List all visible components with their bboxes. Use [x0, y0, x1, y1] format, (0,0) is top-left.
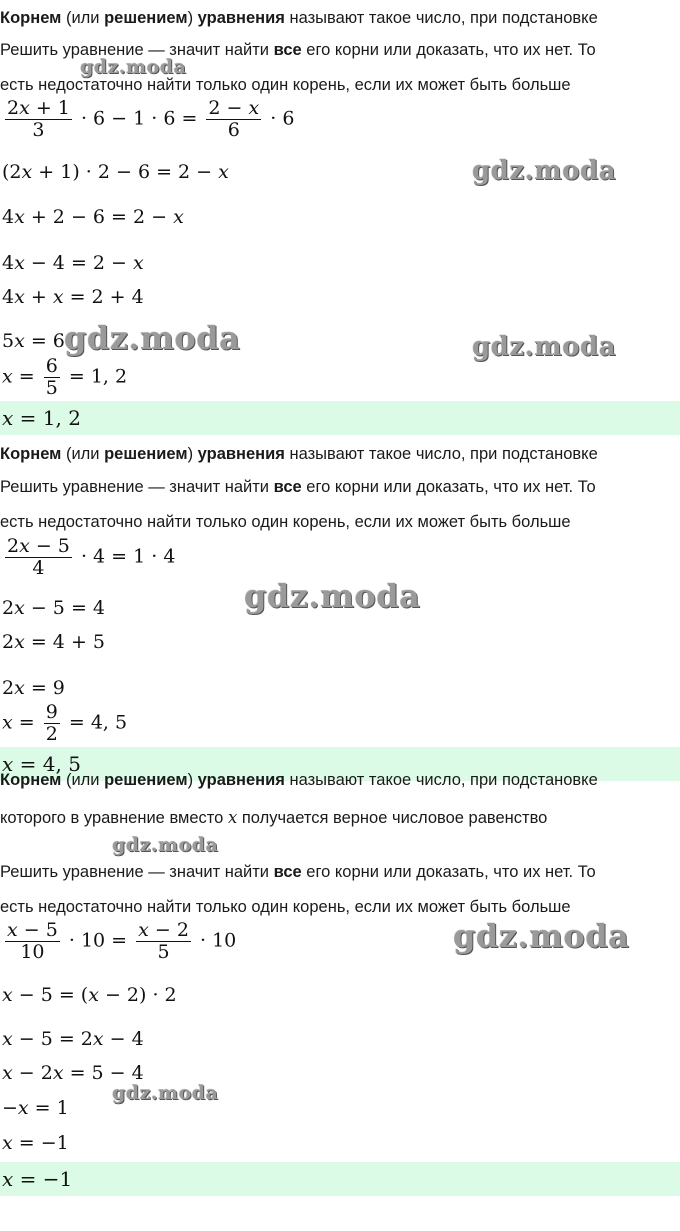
- term-solution: решением: [104, 9, 188, 27]
- p1-step-4: 4x − 4 = 2 − x: [2, 252, 144, 274]
- numerator: 2x − 5: [7, 535, 70, 557]
- text-fragment: получается верное числовое равенство: [237, 809, 548, 827]
- fraction: [44, 356, 60, 399]
- text-fragment: называют такое число, при подстановке: [284, 445, 598, 463]
- text-fragment: называют такое число, при подстановке: [284, 9, 598, 27]
- p3-step-2: x − 5 = (x − 2) · 2: [2, 984, 177, 1006]
- operator-text: · 10 =: [68, 929, 128, 952]
- text-fragment: ): [187, 445, 198, 463]
- denominator: 5: [157, 941, 170, 963]
- text-fragment: его корни или доказать, что их нет. То: [301, 478, 596, 496]
- watermark: gdz.moda: [244, 577, 421, 615]
- p2-step-2: 2x − 5 = 4: [2, 597, 105, 619]
- text-fragment: его корни или доказать, что их нет. То: [301, 41, 596, 59]
- denominator: 3: [32, 119, 45, 141]
- p3-step-1: [2, 920, 236, 963]
- rhs: = 4, 5: [68, 711, 128, 734]
- solve-definition-line2: есть недостаточно найти только один корень, если их может быть больше: [0, 898, 571, 916]
- fraction: [206, 98, 261, 141]
- p1-step-7: [2, 356, 127, 401]
- numerator: 6: [45, 355, 58, 377]
- numerator: x − 5: [7, 919, 58, 941]
- root-definition: [0, 770, 680, 790]
- term-root: Корнем: [0, 445, 62, 463]
- watermark: gdz.moda: [80, 56, 187, 78]
- p3-step-5: −x = 1: [2, 1097, 69, 1119]
- text-fragment: (или: [61, 9, 105, 27]
- fraction: [136, 920, 191, 963]
- term-equation: уравнения: [197, 771, 285, 789]
- root-definition-continuation: [0, 808, 680, 828]
- numerator: x − 2: [138, 919, 189, 941]
- p1-step-2: (2x + 1) · 2 − 6 = 2 − x: [2, 161, 229, 183]
- p1-step-5: 4x + x = 2 + 4: [2, 286, 144, 308]
- lhs: x =: [2, 365, 35, 388]
- p1-step-6: 5x = 6: [2, 330, 65, 352]
- text-fragment: ): [187, 9, 198, 27]
- fraction: [44, 702, 60, 745]
- p1-answer-box: [0, 401, 680, 435]
- fraction: [5, 98, 72, 141]
- term-equation: уравнения: [197, 9, 285, 27]
- p2-step-1: [2, 536, 175, 579]
- text-fragment: Решить уравнение — значит найти: [0, 478, 274, 496]
- rhs: · 4 = 1 · 4: [80, 545, 176, 568]
- variable: x: [227, 808, 238, 827]
- p2-answer: x = 4, 5: [2, 752, 81, 776]
- p1-step-3: 4x + 2 − 6 = 2 − x: [2, 206, 184, 228]
- watermark: gdz.moda: [112, 1082, 219, 1104]
- text-fragment: которого в уравнение вместо: [0, 809, 228, 827]
- text-fragment: Решить уравнение — значит найти: [0, 863, 274, 881]
- p2-step-4: 2x = 9: [2, 677, 65, 699]
- text-fragment: (или: [61, 771, 105, 789]
- denominator: 4: [32, 557, 45, 579]
- p3-answer: x = −1: [2, 1167, 73, 1191]
- text-fragment: ): [187, 771, 198, 789]
- denominator: 2: [45, 723, 58, 745]
- denominator: 6: [227, 119, 240, 141]
- term-equation: уравнения: [197, 445, 285, 463]
- term-all: все: [273, 478, 302, 496]
- p1-answer: x = 1, 2: [2, 406, 81, 430]
- term-all: все: [273, 41, 302, 59]
- operator-text: · 10: [199, 929, 237, 952]
- text-fragment: называют такое число, при подстановке: [284, 771, 598, 789]
- term-root: Корнем: [0, 771, 62, 789]
- watermark: gdz.moda: [64, 319, 241, 357]
- p2-step-3: 2x = 4 + 5: [2, 631, 105, 653]
- text-fragment: его корни или доказать, что их нет. То: [301, 863, 596, 881]
- p1-step-1: [2, 98, 294, 141]
- p2-step-5: [2, 702, 127, 747]
- term-root: Корнем: [0, 9, 62, 27]
- solve-definition: [0, 862, 680, 882]
- p3-step-6: x = −1: [2, 1132, 69, 1154]
- p3-answer-box: [0, 1162, 680, 1196]
- rhs: = 1, 2: [68, 365, 128, 388]
- term-all: все: [273, 863, 302, 881]
- clipped-definition-strip: [0, 771, 680, 791]
- text-fragment: Решить уравнение — значит найти: [0, 41, 274, 59]
- operator-text: · 6 − 1 · 6 =: [80, 107, 198, 130]
- term-solution: решением: [104, 445, 188, 463]
- text-fragment: (или: [61, 445, 105, 463]
- fraction: [5, 536, 72, 579]
- solve-definition: [0, 477, 680, 497]
- p3-step-4: x − 2x = 5 − 4: [2, 1062, 144, 1084]
- watermark: gdz.moda: [472, 332, 617, 362]
- watermark: gdz.moda: [453, 917, 630, 955]
- watermark: gdz.moda: [112, 834, 219, 856]
- root-definition: [0, 8, 680, 28]
- p3-step-3: x − 5 = 2x − 4: [2, 1028, 144, 1050]
- lhs: x =: [2, 711, 35, 734]
- solve-definition-line2: есть недостаточно найти только один корень, если их может быть больше: [0, 76, 571, 94]
- denominator: 10: [20, 941, 45, 963]
- root-definition: [0, 444, 680, 464]
- denominator: 5: [45, 377, 58, 399]
- fraction: [5, 920, 60, 963]
- solve-definition-line2: есть недостаточно найти только один корень, если их может быть больше: [0, 513, 571, 531]
- numerator: 2 − x: [208, 97, 260, 119]
- watermark: gdz.moda: [472, 156, 617, 186]
- numerator: 2x + 1: [7, 97, 70, 119]
- operator-text: · 6: [270, 107, 295, 130]
- numerator: 9: [45, 701, 58, 723]
- term-solution: решением: [104, 771, 188, 789]
